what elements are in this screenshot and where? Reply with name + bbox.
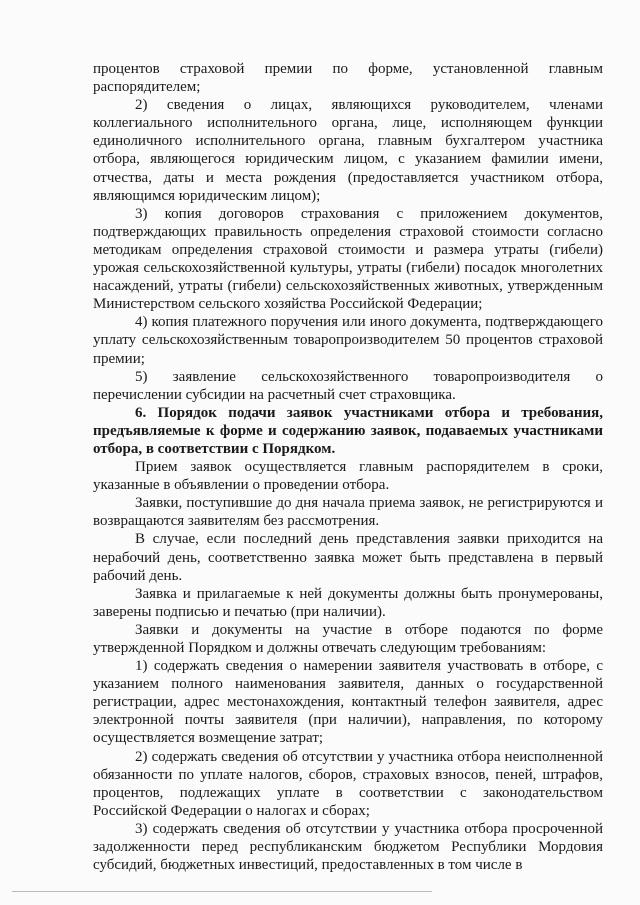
footer-rule	[12, 891, 432, 892]
paragraph-submission-dates: Прием заявок осуществляется главным распорядителем в сроки, указанные в объявлении о проведении отбора.	[93, 459, 603, 494]
requirement-item-3: 3) содержать сведения об отсутствии у участника отбора просроченной задолженности перед республиканским бюджетом Республики Мордовия субсидий, бюджетных инвестиций, предоставленных в том числе в	[93, 820, 603, 874]
list-item-2: 2) сведения о лицах, являющихся руководителем, членами коллегиального исполнительного органа, лице, исполняющем функции единоличного исполнительного органа, главным бухгалтером участника отбора, являющегося юридическим лицом, с указанием фамилии имени, отчества, даты и места рождения (предоставляется участником отбора, являющимся юридическим лицом);	[93, 97, 603, 204]
list-item-5: 5) заявление сельскохозяйственного товаропроизводителя о перечислении субсидии на расчетный счет страховщика.	[93, 368, 603, 403]
paragraph-numbering: Заявка и прилагаемые к ней документы должны быть пронумерованы, заверены подписью и печатью (при наличии).	[93, 585, 603, 620]
paragraph-continuation: процентов страховой премии по форме, установленной главным распорядителем;	[93, 61, 603, 96]
requirement-item-1: 1) содержать сведения о намерении заявителя участвовать в отборе, с указанием полного наименования заявителя, данных о государственной регистрации, адрес местонахождения, контактный телефон заявителя, адрес электронной почты заявителя (при наличии), направления, по которому осуществляется возмещение затрат;	[93, 658, 603, 747]
section-heading-6: 6. Порядок подачи заявок участниками отбора и требования, предъявляемые к форме и содержанию заявок, подаваемых участниками отбора, в соответствии с Порядком.	[93, 404, 603, 457]
list-item-3: 3) копия договоров страхования с приложением документов, подтверждающих правильность определения страховой стоимости согласно методикам определения страховой стоимости и размера утраты (гибели) урожая сельскохозяйственной культуры, утраты (гибели) посадок многолетних насаждений, утраты (гибели) сельскохозяйственных животных, утвержденным Министерством сельского хозяйства Российской Федерации;	[93, 205, 603, 313]
requirement-item-2: 2) содержать сведения об отсутствии у участника отбора неисполненной обязанности по уплате налогов, сборов, страховых взносов, пеней, штрафов, процентов, подлежащих уплате в соответствии с законодательством Российской Федерации о налогах и сборах;	[93, 748, 603, 819]
list-item-4: 4) копия платежного поручения или иного документа, подтверждающего уплату сельскохозяйственным товаропроизводителем 50 процентов страховой премии;	[93, 314, 603, 367]
paragraph-requirements-intro: Заявки и документы на участие в отборе подаются по форме утвержденной Порядком и должны отвечать следующим требованиям:	[93, 621, 603, 656]
paragraph-early-applications: Заявки, поступившие до дня начала приема заявок, не регистрируются и возвращаются заявителям без рассмотрения.	[93, 495, 603, 530]
paragraph-nonworking-day: В случае, если последний день представления заявки приходится на нерабочий день, соответственно заявка может быть представлена в первый рабочий день.	[93, 531, 603, 584]
document-body	[93, 60, 603, 874]
